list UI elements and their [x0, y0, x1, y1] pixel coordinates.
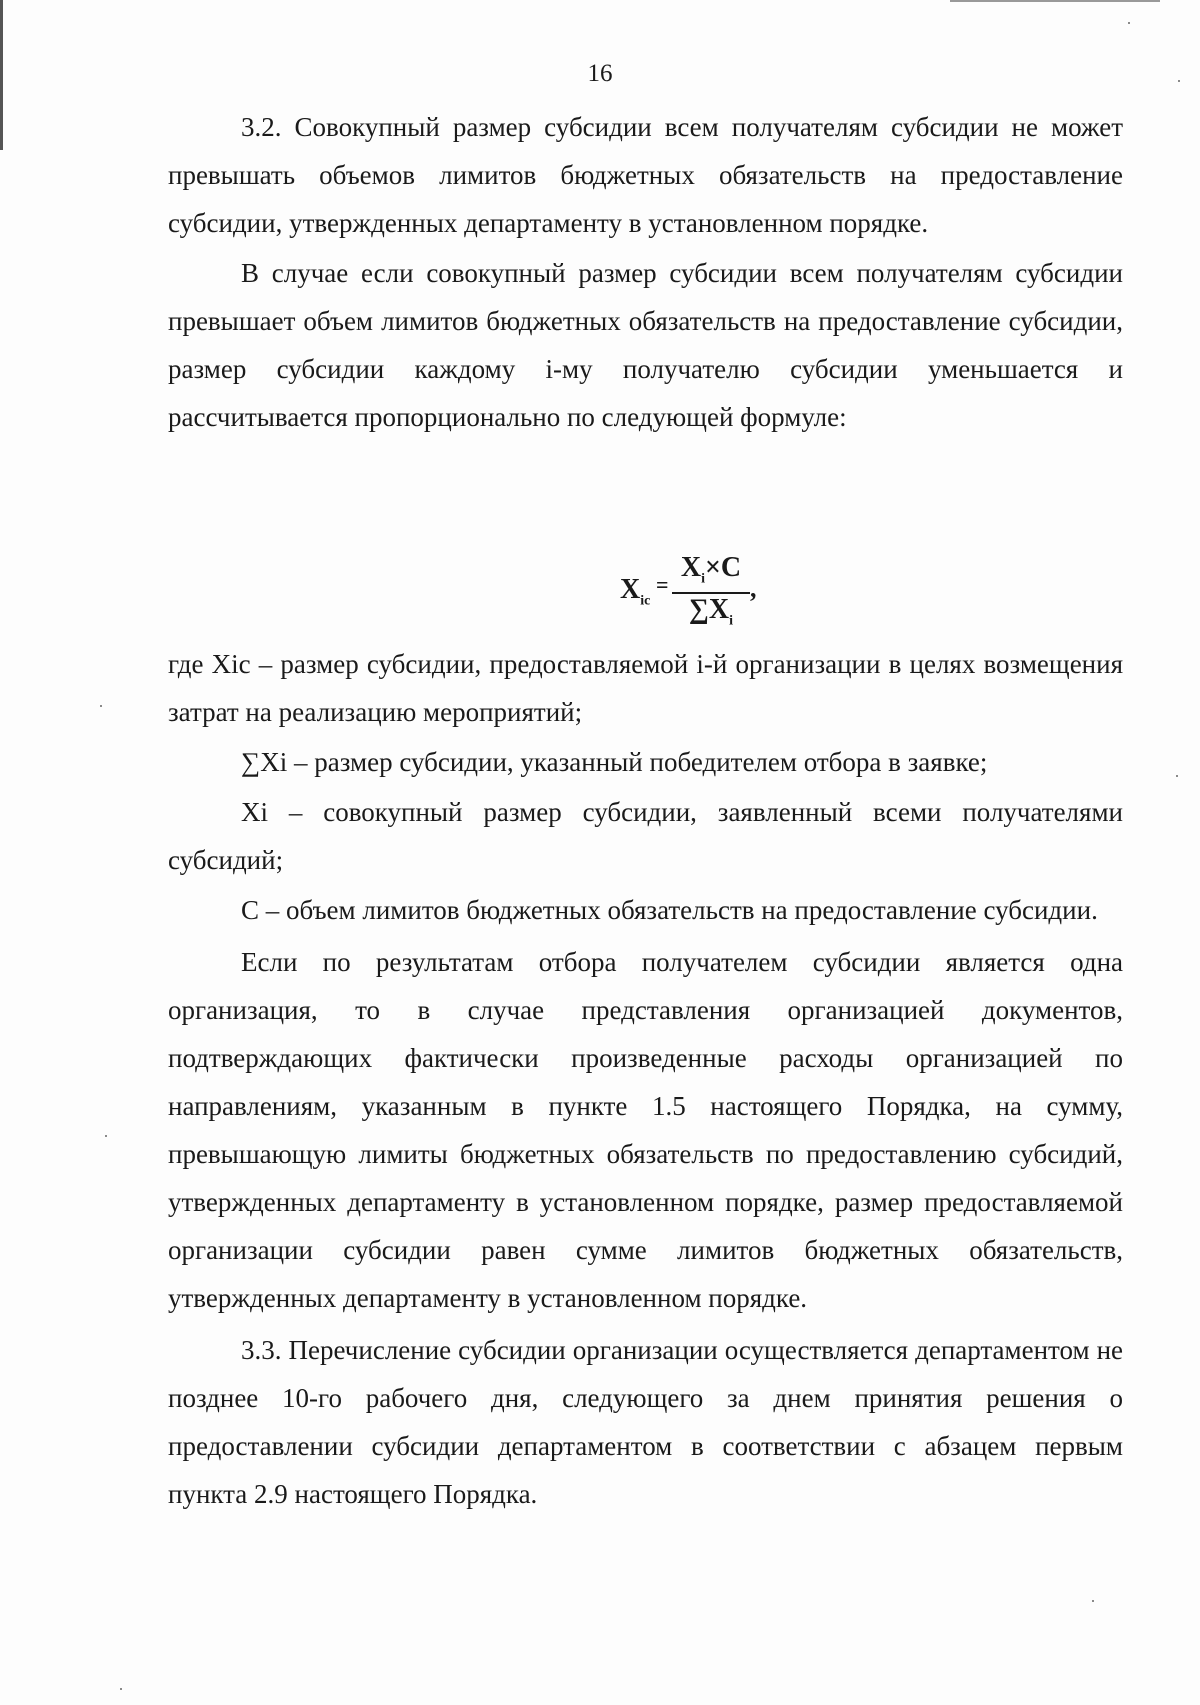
subsidy-formula	[620, 552, 760, 632]
formula-denominator: $\sum X_i$	[688, 594, 734, 629]
paragraph-3-2-total-subsidy: 3.2. Совокупный размер субсидии всем получателям субсидии не может превышать объемов лимитов бюджетных обязательств на предоставление субсидии, утвержденных департаменту в установленном порядке.	[168, 112, 1123, 238]
formula-numerator: $X_i\times C$	[680, 552, 742, 587]
paragraph-single-organization: Если по результатам отбора получателем субсидии является одна организация, то в случае представления организацией документов, подтверждающих фактически произведенные расходы организацией по направлениям, указанным в пункте 1.5 настоящего Порядка, на сумму, превышающую лимиты бюджетных обязательств по предоставлению субсидий, утвержденных департаменту в установленном порядке, размер предоставляемой организации субсидии равен сумме лимитов бюджетных обязательств, утвержденных департаменту в установленном порядке.	[168, 947, 1123, 1313]
paragraph-excess-case: В случае если совокупный размер субсидии всем получателям субсидии превышает объем лимитов бюджетных обязательств на предоставление субсидии, размер субсидии каждому i-му получателю субсидии уменьшается и рассчитывается пропорционально по следующей формуле:	[168, 258, 1123, 432]
definitions-and-rules	[168, 640, 1123, 1520]
scan-speck	[100, 705, 102, 707]
definition-sum-xi: ∑Xi – размер субсидии, указанный победителем отбора в заявке;	[241, 747, 988, 777]
scan-speck	[1092, 1600, 1094, 1602]
paragraph-3-3-transfer: 3.3. Перечисление субсидии организации осуществляется департаментом не позднее 10-го рабочего дня, следующего за днем принятия решения о предоставлении субсидии департаментом в соответствии с абзацем первым пункта 2.9 настоящего Порядка.	[168, 1335, 1123, 1509]
formula-lhs: $X_{ic}$	[620, 574, 651, 609]
formula-comma: ,	[750, 574, 757, 603]
formula-equals: =	[656, 572, 669, 597]
scan-top-rule-artifact	[950, 0, 1160, 2]
scan-speck	[120, 1688, 122, 1690]
page-number: 16	[587, 60, 613, 87]
definition-xi: Xi – совокупный размер субсидии, заявленный всеми получателями субсидий;	[168, 797, 1123, 875]
definition-c: C – объем лимитов бюджетных обязательств на предоставление субсидии.	[241, 895, 1098, 925]
definition-xic: где Xic – размер субсидии, предоставляемой i-й организации в целях возмещения затрат на реализацию мероприятий;	[168, 649, 1123, 727]
scan-speck	[1128, 22, 1130, 24]
scan-speck	[1176, 775, 1178, 777]
scan-speck	[105, 1135, 107, 1137]
section-3-2	[168, 103, 1123, 443]
